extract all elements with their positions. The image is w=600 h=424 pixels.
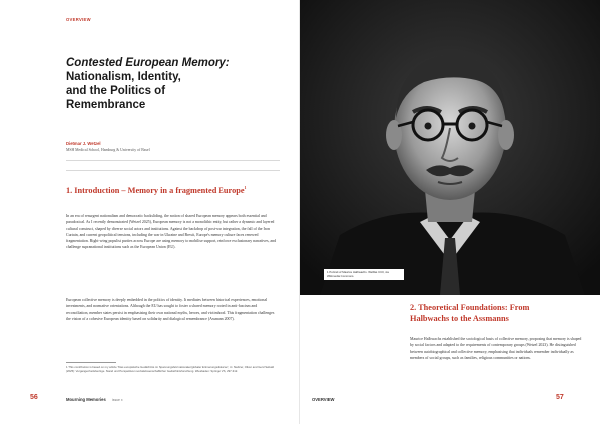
- eye: [469, 123, 476, 130]
- footer-issue: issue x: [112, 397, 123, 402]
- body-paragraph: European collective memory is deeply embedded in the politics of identity. It mediates between historical experiences, emotional investments, and normative orientations. Although the EU has sought to foster a shared memory rooted in anti-fascism and reconciliation, member states persist in emphasising their own national myths, heroes, and victimhood. This fragmentation challenges the vision of a cohesive European identity based on solidarity and dialogical remembrance (Assmann 2007).: [66, 298, 275, 321]
- page-number-left: 56: [30, 394, 38, 401]
- title-line-3: Remembrance: [66, 99, 146, 112]
- heading-footnote-ref[interactable]: 1: [244, 185, 247, 190]
- body-paragraph: In an era of resurgent nationalism and democratic backsliding, the notion of shared European memory appears both essential and paradoxical. As I recently demonstrated (Wetzel 2025), European memory is not a monolithic entity, but rather a dynamic and layered cultural construct, shaped by diverse social actors and institutions. Against the backdrop of post-war integration, the fall of the Iron Curtain, and current geopolitical tensions, including the war in Ukraine and Brexit, Europe's memory culture faces renewed fragmentation. Right-wing populist parties across Europe are using memory to mobilise support, reinforce exclusionary narratives, and challenge supranational institutions such as the European Union (EU).: [66, 214, 277, 250]
- title-line-2: and the Politics of: [66, 85, 166, 98]
- portrait-illustration: [300, 0, 600, 295]
- portrait-photo: [300, 0, 600, 295]
- divider: [66, 160, 280, 161]
- section-tag: OVERVIEW: [66, 17, 91, 22]
- section-heading-1: [66, 185, 296, 195]
- article-title: [66, 57, 276, 113]
- author-name: Dietmar J. Wetzel: [66, 141, 101, 146]
- author-affiliation: MSH Medical School, Hamburg & University of Basel: [66, 148, 150, 152]
- heading-line: Halbwachs to the Assmanns: [410, 314, 509, 323]
- divider: [66, 170, 280, 171]
- title-line-1: Nationalism, Identity,: [66, 71, 181, 83]
- body-paragraph: Maurice Halbwachs established the sociological basis of collective memory, proposing that memory is shaped by social factors and adapted to the requirements of contemporary groups (Wetzel 2023). He distinguished between autobiographical and collective memory, emphasising that individuals remember individually as members of social groups, such as families, religious communities or nations.: [410, 337, 582, 360]
- heading-text: 1. Introduction – Memory in a fragmented Europe: [66, 185, 245, 195]
- footnote: 1 This contribution is based on my article "Das europäische Gedächtnis im Spannungsfeld nationaler/globaler Erinnerungsdiskurse", in: Steltzer, Oliver and Gerd Sebald (2025): Vergangenheitsbezüge. Stand und Perspektiven sozialwissenschaftlicher Gedächtnisforschung. Wiesbaden: Springer VS, 297-312.: [66, 365, 274, 373]
- heading-line: 2. Theoretical Foundations: From: [410, 303, 530, 312]
- footer-section-tag: OVERVIEW: [312, 397, 335, 402]
- section-heading-2: [410, 302, 580, 324]
- photo-caption: 1 Portrait of Maurice Halbwachs. Wellfas CC0, via Wikimedia Commons.: [324, 269, 404, 280]
- title-italic: Contested European Memory:: [66, 57, 230, 69]
- footer-publication-title: Mourning Memories: [66, 397, 106, 402]
- page-number-right: 57: [556, 394, 564, 401]
- footnote-divider: [66, 362, 116, 363]
- right-page: [300, 0, 600, 424]
- eye: [425, 123, 432, 130]
